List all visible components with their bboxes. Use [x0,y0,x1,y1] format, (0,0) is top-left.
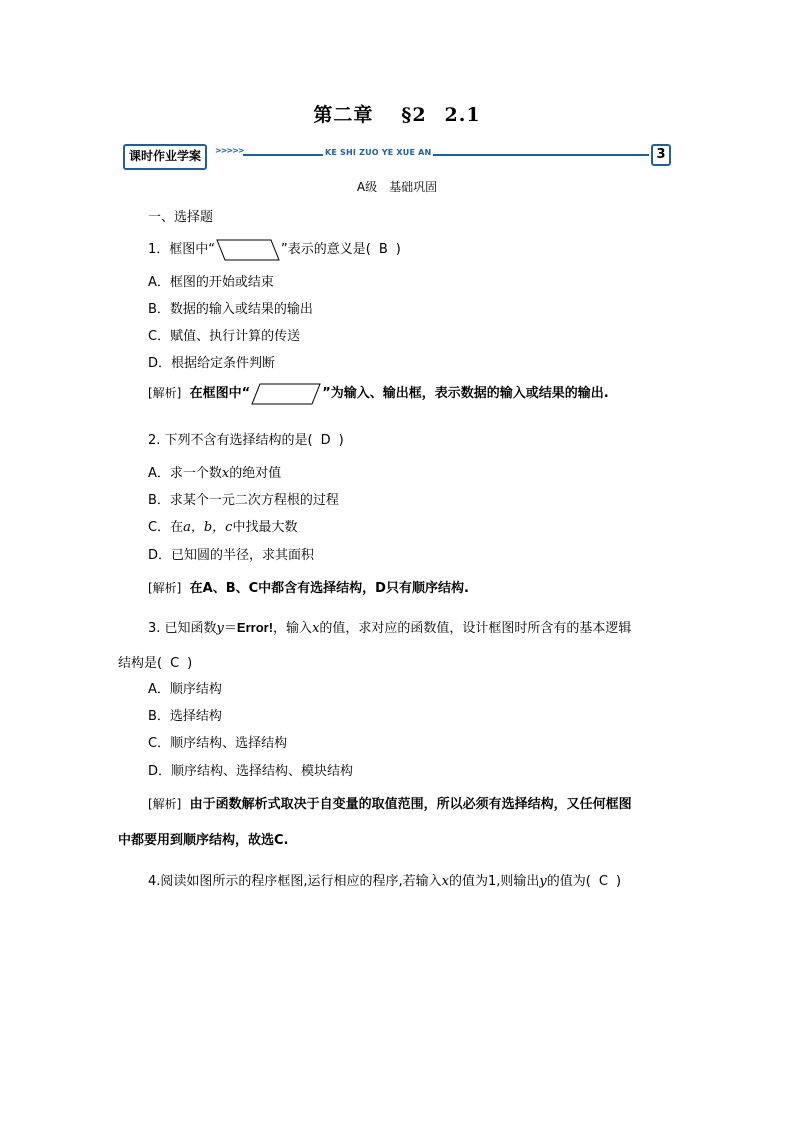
subsection-number: 2.1 [444,104,481,126]
q1-analysis-pre: 在框图中“ [189,386,251,401]
q1-analysis [148,382,609,405]
q2-analysis-text: 在A、B、C中都含有选择结构，D只有顺序结构. [189,581,469,596]
q2-analysis [148,577,469,596]
q3-stem-pre: 3. 已知函数 [148,621,217,636]
q1-prefix: 1．框图中“ [148,242,216,257]
chapter-title: 第二章 [313,104,374,126]
q3-analysis-line2: 中都要用到顺序结构，故选C. [118,833,289,848]
q1-suffix: ”表示的意义是( [281,242,371,257]
q2-option-d: D．已知圆的半径，求其面积 [148,548,315,563]
q4-stem-post: 的值为( [546,874,591,889]
q1-option-d: D．根据给定条件判断 [148,356,276,371]
q1-answer: B [378,242,388,257]
q3-answer: C [170,656,180,671]
q2-opt-a-post: 的绝对值 [229,466,282,481]
homework-banner [123,142,671,168]
q4-var-y: y [539,874,547,889]
question-1-stem [148,238,401,261]
banner-pinyin: KE SHI ZUO YE XUE AN [325,148,432,157]
q2-opt-c-vars: a，b，c [183,520,233,535]
question-3-stem-line2 [118,652,192,671]
q4-stem-mid: 的值为1,则输出 [449,874,540,889]
q3-stem-var: y [216,621,224,636]
q2-analysis-tag: [解析] [148,581,182,595]
q4-close: ) [615,874,622,889]
q4-answer: C [598,874,608,889]
q4-var-x: x [441,874,450,889]
q3-error-text: Error! [236,620,274,635]
q2-close: ) [338,433,344,448]
q2-opt-c-pre: C．在 [148,520,184,535]
q3-close: ) [187,656,193,671]
question-4-stem [148,870,621,889]
q1-analysis-post: ”为输入、输出框，表示数据的输入或结果的输出. [322,386,609,401]
q3-option-c: C．顺序结构、选择结构 [148,736,288,751]
banner-label: 课时作业学案 [123,144,207,170]
q2-option-b: B．求某个一元二次方程根的过程 [148,493,339,508]
q1-option-a: A．框图的开始或结束 [148,275,274,290]
q3-stem-post: 的值，求对应的函数值，设计框图时所含有的基本逻辑 [319,621,632,636]
q2-opt-a-pre: A．求一个数 [148,466,222,481]
q2-option-c [148,516,297,535]
page-title [0,100,794,127]
q1-option-b: B．数据的输入或结果的输出 [148,302,313,317]
banner-arrows: >>>>> [215,146,244,155]
q3-analysis-line1: 由于函数解析式取决于自变量的取值范围，所以必须有选择结构，又任何框图 [189,797,632,812]
q2-option-a [148,462,281,481]
banner-page-number: 3 [651,144,671,166]
q3-stem-mid: ，输入 [273,621,313,636]
q3-analysis [148,793,632,812]
parallelogram-icon [250,383,322,405]
q2-answer: D [320,433,331,448]
q3-stem-line2: 结构是( [118,656,163,671]
q1-analysis-tag: [解析] [148,386,182,400]
part-title: 一、选择题 [148,210,214,225]
banner-rule [243,154,649,156]
q3-option-d: D．顺序结构、选择结构、模块结构 [148,764,354,779]
q2-stem-text: 2. 下列不含有选择结构的是( [148,433,313,448]
question-2-stem [148,429,344,448]
q3-option-b: B．选择结构 [148,709,222,724]
q3-option-a: A．顺序结构 [148,682,222,697]
q3-stem-eq: ＝ [223,621,237,636]
q1-close: ) [395,242,401,257]
q2-opt-c-post: 中找最大数 [232,520,298,535]
parallelogram-icon [215,239,281,261]
question-3-stem [148,617,631,636]
q2-opt-a-var: x [221,466,230,481]
q1-option-c: C．赋值、执行计算的传送 [148,329,301,344]
q4-stem-pre: 4.阅读如图所示的程序框图,运行相应的程序,若输入 [148,874,442,889]
q3-stem-var2: x [312,621,320,636]
level-heading: A级 基础巩固 [356,180,438,194]
section-number: §2 [401,104,427,126]
q3-analysis-tag: [解析] [148,797,182,811]
